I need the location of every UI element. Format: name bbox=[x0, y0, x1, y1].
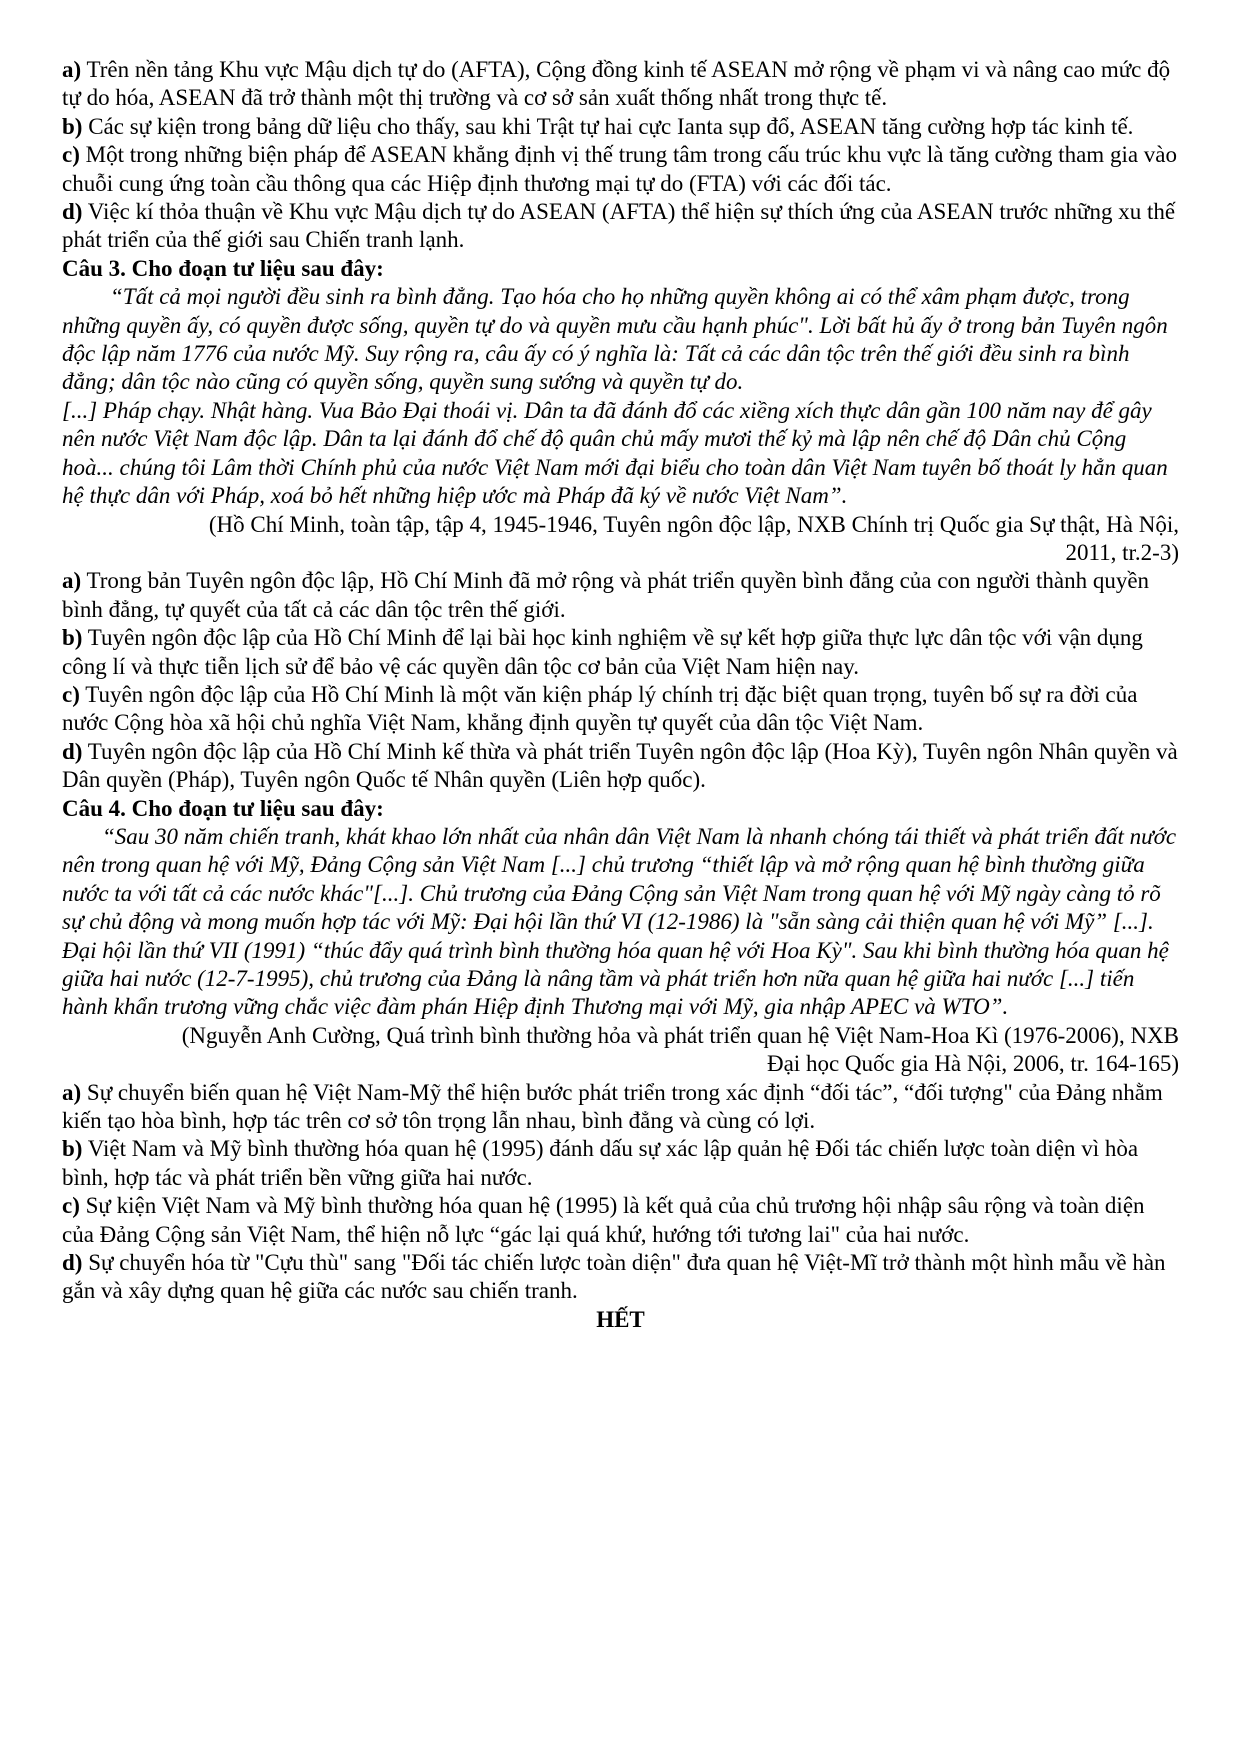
statement-d: d) Sự chuyển hóa từ "Cựu thù" sang "Đối tác chiến lược toàn diện" đưa quan hệ Việt-Mĩ trở thành một hình mẫu về hàn gắn và xây dựng quan hệ giữa các nước sau chiến tranh. bbox=[62, 1250, 1166, 1304]
question-title: Câu 4. Cho đoạn tư liệu sau đây: bbox=[62, 795, 384, 821]
quote-paragraph: “Tất cả mọi người đều sinh ra bình đẳng. Tạo hóa cho họ những quyền không ai có thể xâm phạm được, trong những quyền ấy, có quyền được sống, quyền tự do và quyền mưu cầu hạnh phúc". Lời bất hủ ấy ở trong bản Tuyên ngôn độc lập năm 1776 của nước Mỹ. Suy rộng ra, câu ấy có ý nghĩa là: Tất cả các dân tộc trên thế giới đều sinh ra bình đẳng; dân tộc nào cũng có quyền sống, quyền sung sướng và quyền tự do. bbox=[62, 284, 1168, 395]
statement-a: a) Trên nền tảng Khu vực Mậu dịch tự do (AFTA), Cộng đồng kinh tế ASEAN mở rộng về phạm vi và nâng cao mức độ tự do hóa, ASEAN đã trở thành một thị trường và cơ sở sản xuất thống nhất trong thực tế. bbox=[62, 57, 1171, 111]
statement-c: c) Một trong những biện pháp để ASEAN khẳng định vị thế trung tâm trong cấu trúc khu vực là tăng cường tham gia vào chuỗi cung ứng toàn cầu thông qua các Hiệp định thương mại tự do (FTA) với các đối tác. bbox=[62, 142, 1178, 196]
statement-c: c) Sự kiện Việt Nam và Mỹ bình thường hóa quan hệ (1995) là kết quả của chủ trương hội nhập sâu rộng và toàn diện của Đảng Cộng sản Việt Nam, thể hiện nỗ lực “gác lại quá khứ, hướng tới tương lai" của hai nước. bbox=[62, 1193, 1145, 1247]
statement-a: a) Sự chuyển biến quan hệ Việt Nam-Mỹ thể hiện bước phát triển trong xác định “đối tác”, “đối tượng" của Đảng nhằm kiến tạo hòa bình, hợp tác trên cơ sở tôn trọng lẫn nhau, bình đẳng và cùng có lợi. bbox=[62, 1079, 1163, 1134]
statement-b: b) Các sự kiện trong bảng dữ liệu cho thấy, sau khi Trật tự hai cực Ianta sụp đổ, ASEAN tăng cường hợp tác kinh tế. bbox=[62, 113, 1134, 139]
source-citation: Đại học Quốc gia Hà Nội, 2006, tr. 164-165) bbox=[766, 1051, 1179, 1077]
source-citation: 2011, tr.2-3) bbox=[1065, 539, 1179, 565]
source-citation: (Nguyễn Anh Cường, Quá trình bình thường hỏa và phát triển quan hệ Việt Nam-Hoa Kì (1976-2006), NXB bbox=[181, 1022, 1179, 1048]
question-4 bbox=[62, 795, 1179, 1306]
statement-a: a) Trong bản Tuyên ngôn độc lập, Hồ Chí Minh đã mở rộng và phát triển quyền bình đẳng của con người thành quyền bình đẳng, tự quyết của tất cả các dân tộc trên thế giới. bbox=[62, 568, 1150, 622]
source-citation: (Hồ Chí Minh, toàn tập, tập 4, 1945-1946, Tuyên ngôn độc lập, NXB Chính trị Quốc gia Sự thật, Hà Nội, bbox=[208, 511, 1179, 537]
question-3 bbox=[62, 255, 1179, 795]
statement-b: b) Việt Nam và Mỹ bình thường hóa quan hệ (1995) đánh dấu sự xác lập quản hệ Đối tác chiến lược toàn diện vì hòa bình, hợp tác và phát triển bền vững giữa hai nước. bbox=[62, 1136, 1139, 1190]
question-title: Câu 3. Cho đoạn tư liệu sau đây: bbox=[62, 255, 384, 281]
statement-c: c) Tuyên ngôn độc lập của Hồ Chí Minh là một văn kiện pháp lý chính trị đặc biệt quan trọng, tuyên bố sự ra đời của nước Cộng hòa xã hội chủ nghĩa Việt Nam, khẳng định quyền tự quyết của dân tộc Việt Nam. bbox=[62, 681, 1138, 736]
statement-b: b) Tuyên ngôn độc lập của Hồ Chí Minh để lại bài học kinh nghiệm về sự kết hợp giữa thực lực dân tộc với vận dụng công lí và thực tiễn lịch sử để bảo vệ các quyền dân tộc cơ bản của Việt Nam hiện nay. bbox=[62, 625, 1143, 679]
end-marker: HẾT bbox=[596, 1306, 645, 1332]
statement-d: d) Tuyên ngôn độc lập của Hồ Chí Minh kế thừa và phát triển Tuyên ngôn độc lập (Hoa Kỳ), Tuyên ngôn Nhân quyền và Dân quyền (Pháp), Tuyên ngôn Quốc tế Nhân quyền (Liên hợp quốc). bbox=[62, 738, 1178, 793]
statement-d: d) Việc kí thỏa thuận về Khu vực Mậu dịch tự do ASEAN (AFTA) thể hiện sự thích ứng của ASEAN trước những xu thế phát triển của thế giới sau Chiến tranh lạnh. bbox=[62, 199, 1176, 253]
quote-paragraph: [...] Pháp chạy. Nhật hàng. Vua Bảo Đại thoái vị. Dân ta đã đánh đổ các xiềng xích thực dân gần 100 năm nay để gây nên nước Việt Nam độc lập. Dân ta lại đánh đổ chế độ quân chủ mấy mươi thế kỷ mà lập nên chế độ Dân chủ Cộng hoà... chúng tôi Lâm thời Chính phủ của nước Việt Nam mới đại biểu cho toàn dân Việt Nam tuyên bố thoát ly hẳn quan hệ thực dân với Pháp, xoá bỏ hết những hiệp ước mà Pháp đã ký về nước Việt Nam”. bbox=[62, 397, 1168, 509]
question-2-statements bbox=[62, 56, 1179, 255]
quote-paragraph: “Sau 30 năm chiến tranh, khát khao lớn nhất của nhân dân Việt Nam là nhanh chóng tái thiết và phát triển đất nước nên trong quan hệ với Mỹ, Đảng Cộng sản Việt Nam [...] chủ trương “thiết lập và mở rộng quan hệ bình thường giữa nước ta với tất cả các nước khác"[...]. Chủ trương của Đảng Cộng sản Việt Nam trong quan hệ với Mỹ ngày càng tỏ rõ sự chủ động và mong muốn hợp tác với Mỹ: Đại hội lần thứ VI (12-1986) là "sẵn sàng cải thiện quan hệ với Mỹ” [...]. Đại hội lần thứ VII (1991) “thúc đẩy quá trình bình thường hóa quan hệ với Hoa Kỳ". Sau khi bình thường hóa quan hệ giữa hai nước (12-7-1995), chủ trương của Đảng là nâng tầm và phát triển hơn nữa quan hệ giữa hai nước [...] tiến hành khẩn trương vững chắc việc đàm phán Hiệp định Thương mại với Mỹ, gia nhập APEC và WTO”. bbox=[62, 823, 1177, 1020]
